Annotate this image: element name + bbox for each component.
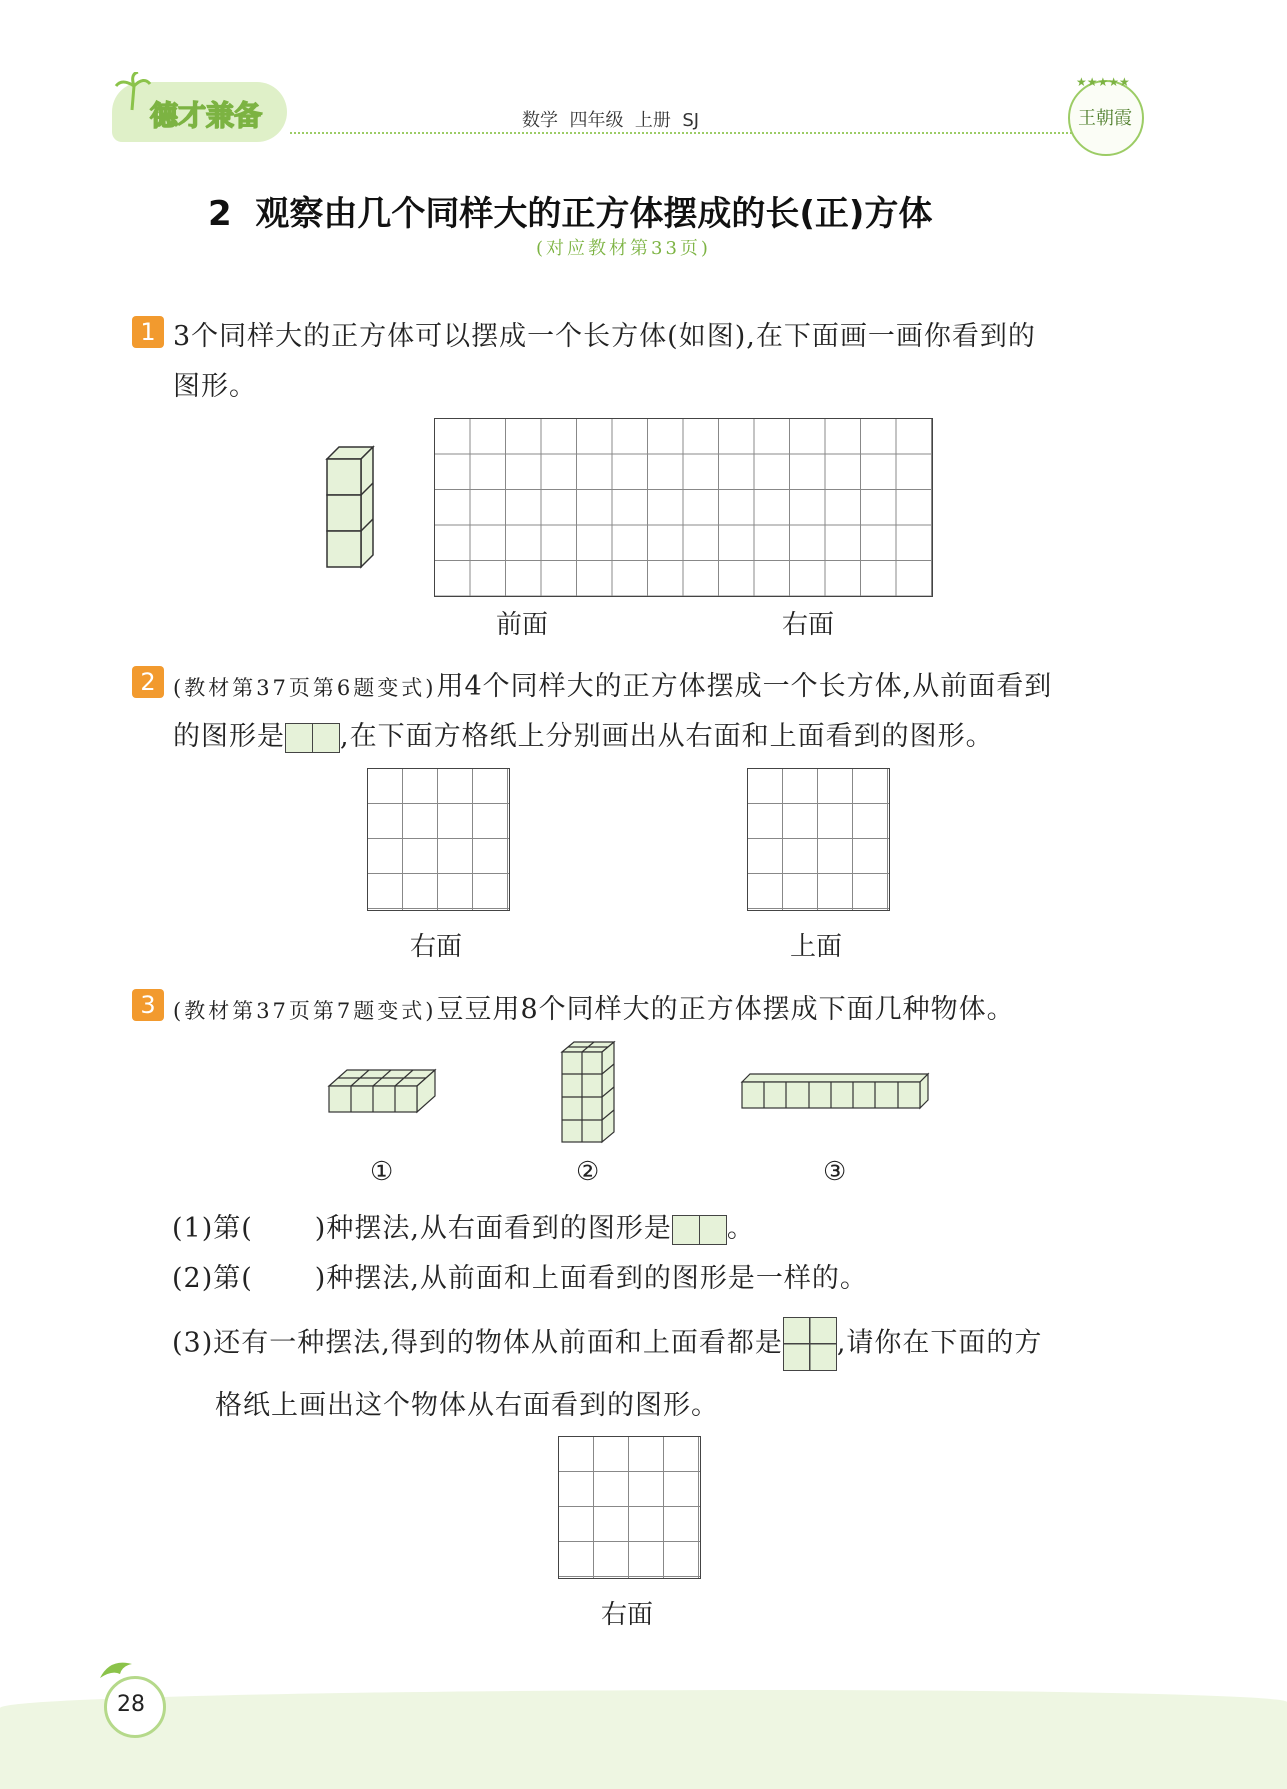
q3-sub1-b: )种摆法,从右面看到的图形是 — [314, 1213, 672, 1244]
q3-sub2 — [172, 1256, 868, 1295]
q3-sub1 — [172, 1206, 755, 1245]
q2-line1 — [173, 664, 1052, 703]
q3-fig-label-2: ② — [576, 1157, 600, 1187]
q2-text-line1: 用4个同样大的正方体摆成一个长方体,从前面看到 — [436, 671, 1053, 702]
q1-drawing-grid — [434, 418, 933, 597]
q2-label-top: 上面 — [790, 932, 843, 962]
q3-text-line1: 豆豆用8个同样大的正方体摆成下面几种物体。 — [436, 994, 1015, 1025]
q1-label-right: 右面 — [782, 610, 835, 640]
q2-label-right: 右面 — [410, 932, 463, 962]
q3-sub3 — [172, 1317, 1042, 1371]
header-divider — [290, 132, 1080, 134]
q3-source: (教材第37页第7题变式) — [173, 999, 437, 1023]
q3-sub3-shape — [783, 1317, 837, 1371]
q2-front-view-shape-2 — [312, 723, 340, 753]
q1-text-line2: 图形。 — [173, 371, 257, 402]
q2-badge: 2 — [132, 666, 164, 698]
svg-text:★★★★★: ★★★★★ — [1076, 75, 1130, 88]
stars-icon — [1076, 74, 1136, 88]
q3-sub1-shape — [672, 1215, 699, 1245]
page-title: 2 观察由几个同样大的正方体摆成的长(正)方体 — [208, 194, 933, 234]
q3-sub1-shape-2 — [699, 1215, 727, 1245]
q3-label-right: 右面 — [601, 1600, 654, 1630]
q3-sub3-b: ,请你在下面的方 — [836, 1327, 1043, 1359]
q2-line2 — [173, 714, 994, 753]
book-info: 数学 四年级 上册 SJ — [522, 110, 700, 131]
q3-sub1-a: (1)第( — [172, 1213, 253, 1244]
title-source: (对应教材第33页) — [536, 238, 711, 259]
author-seal — [1068, 75, 1144, 156]
q2-right-grid[interactable] — [367, 768, 510, 911]
q3-figure-1 — [327, 1068, 437, 1114]
q3-right-grid[interactable] — [558, 1436, 701, 1579]
q3-figure-3 — [740, 1072, 930, 1112]
q3-figure-2 — [560, 1040, 616, 1144]
q3-sub1-c: 。 — [726, 1213, 755, 1244]
q2-top-grid[interactable] — [747, 768, 890, 911]
brand-logo — [112, 82, 287, 142]
q3-badge: 3 — [132, 989, 164, 1021]
q2-front-view-shape — [285, 723, 312, 753]
q2-source: (教材第37页第6题变式) — [173, 676, 437, 700]
q3-line1 — [173, 987, 1015, 1026]
q3-sub3-line2: 格纸上画出这个物体从右面看到的图形。 — [215, 1390, 719, 1421]
dolphin-icon — [96, 1656, 136, 1686]
q3-fig-label-1: ① — [370, 1157, 394, 1187]
seal-text: 王朝霞 — [1078, 108, 1132, 129]
q1-badge: 1 — [132, 316, 164, 348]
q1-label-front: 前面 — [496, 610, 549, 640]
q1-stacked-cubes-figure — [325, 445, 375, 570]
q3-sub3-a: (3)还有一种摆法,得到的物体从前面和上面看都是 — [172, 1327, 783, 1359]
q2-text-line2a: 的图形是 — [173, 721, 285, 752]
q1-text-line1: 3个同样大的正方体可以摆成一个长方体(如图),在下面画一画你看到的 — [173, 321, 1036, 352]
footer-band — [0, 1690, 1287, 1789]
q3-fig-label-3: ③ — [823, 1157, 847, 1187]
q3-sub2-a: (2)第( — [172, 1263, 253, 1294]
palm-tree-icon — [112, 72, 152, 112]
q2-text-line2b: ,在下面方格纸上分别画出从右面和上面看到的图形。 — [340, 721, 994, 752]
brand-text: 德才兼备 — [150, 99, 263, 132]
page-number: 28 — [117, 1692, 145, 1717]
q3-sub2-b: )种摆法,从前面和上面看到的图形是一样的。 — [314, 1263, 868, 1294]
